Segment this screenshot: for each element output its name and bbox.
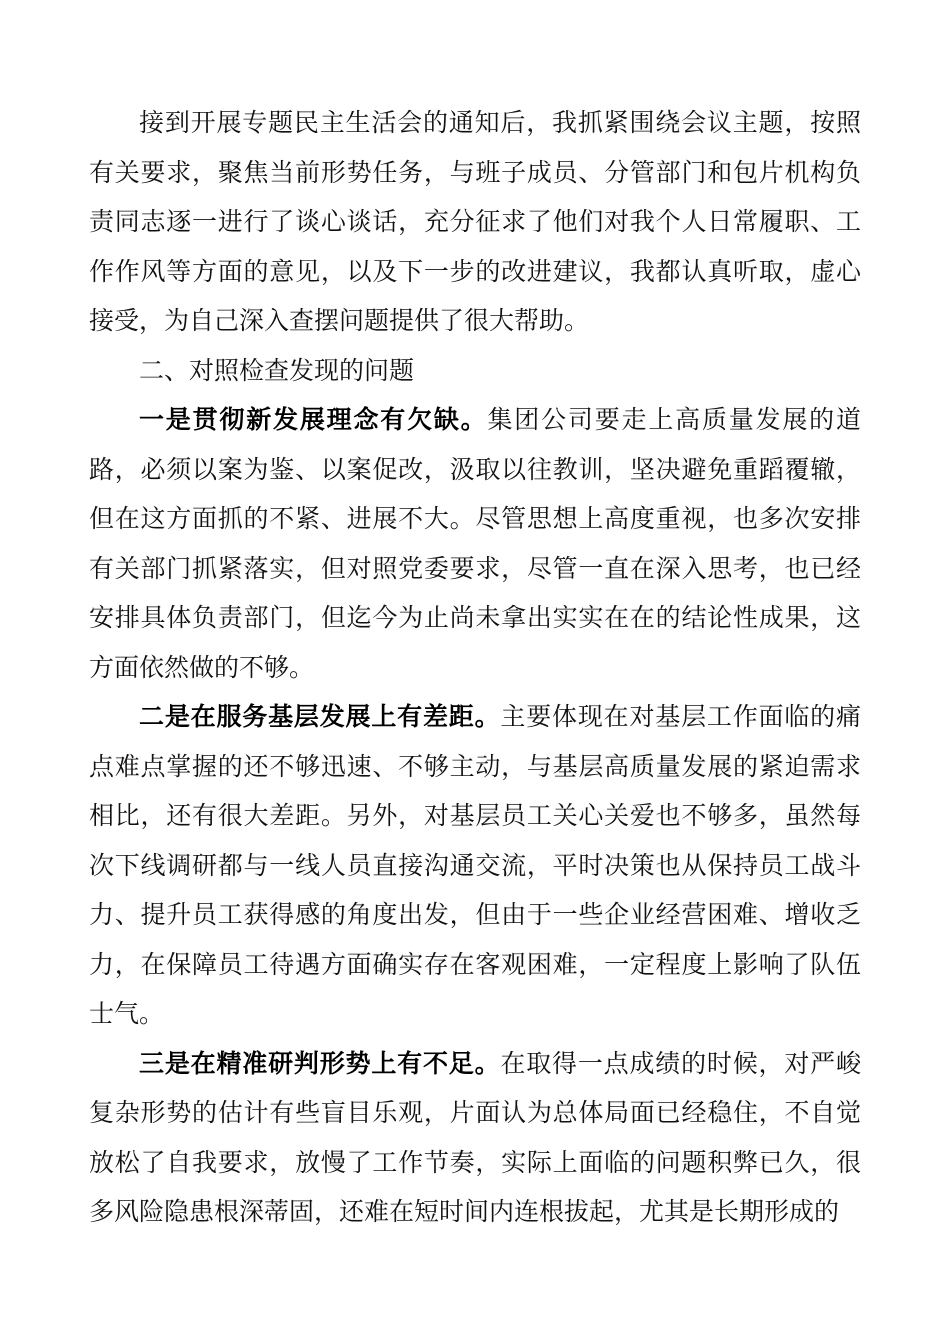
paragraph-point-3 bbox=[89, 1039, 861, 1237]
point-3-lead: 三是在精准研判形势上有不足。 bbox=[139, 1048, 501, 1078]
point-1-lead: 一是贯彻新发展理念有欠缺。 bbox=[139, 405, 488, 434]
section-heading bbox=[89, 346, 861, 396]
paragraph-point-2 bbox=[89, 692, 861, 1039]
paragraph-intro-text: 接到开展专题民主生活会的通知后，我抓紧围绕会议主题，按照有关要求，聚焦当前形势任务，与班子成员、分管部门和包片机构负责同志逐一进行了谈心谈话，充分征求了他们对我个人日常履职、工作作风等方面的意见，以及下一步的改进建议，我都认真听取，虚心接受，为自己深入查摆问题提供了很大帮助。 bbox=[89, 108, 861, 335]
paragraph-point-1 bbox=[89, 395, 861, 692]
point-2-text: 主要体现在对基层工作面临的痛点难点掌握的还不够迅速、不够主动，与基层高质量发展的紧迫需求相比，还有很大差距。另外，对基层员工关心关爱也不够多，虽然每次下线调研都与一线人员直接沟通交流，平时决策也从保持员工战斗力、提升员工获得感的角度出发，但由于一些企业经营困难、增收乏力，在保障员工待遇方面确实存在客观困难，一定程度上影响了队伍士气。 bbox=[89, 702, 861, 1028]
section-heading-text: 二、对照检查发现的问题 bbox=[139, 355, 415, 385]
point-3-text: 在取得一点成绩的时候，对严峻复杂形势的估计有些盲目乐观，片面认为总体局面已经稳住，不自觉放松了自我要求，放慢了工作节奏，实际上面临的问题积弊已久，很多风险隐患根深蒂固，还难在短时间内连根拔起，尤其是长期形成的 bbox=[89, 1048, 861, 1226]
document-body bbox=[89, 98, 861, 1237]
point-2-lead: 二是在服务基层发展上有差距。 bbox=[139, 702, 501, 731]
paragraph-intro bbox=[89, 98, 861, 346]
point-1-text: 集团公司要走上高质量发展的道路，必须以案为鉴、以案促改，汲取以往教训，坚决避免重蹈覆辙，但在这方面抓的不紧、进展不大。尽管思想上高度重视，也多次安排有关部门抓紧落实，但对照党委要求，尽管一直在深入思考，也已经安排具体负责部门，但迄今为止尚未拿出实实在在的结论性成果，这方面依然做的不够。 bbox=[89, 405, 861, 682]
